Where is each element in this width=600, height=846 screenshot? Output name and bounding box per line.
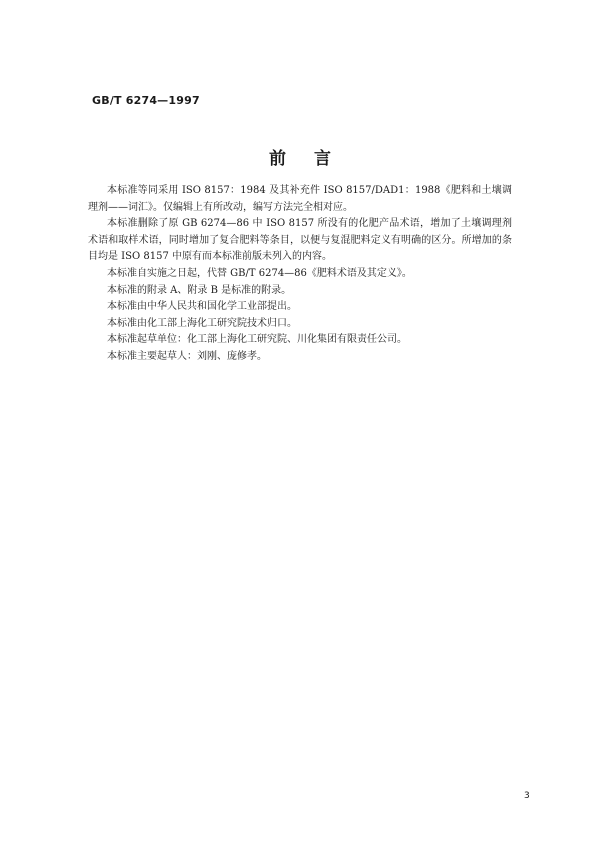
paragraph-adoption: 本标准等同采用 ISO 8157：1984 及其补充件 ISO 8157/DAD1：1988《肥料和土壤调理剂——词汇》。仅编辑上有所改动，编写方法完全相对应。 [88, 185, 512, 213]
paragraph-proposer: 本标准由中华人民共和国化学工业部提出。 [107, 301, 297, 313]
paragraph-replacement: 本标准自实施之日起，代替 GB/T 6274—86《肥料术语及其定义》。 [107, 267, 412, 279]
paragraph-changes: 本标准删除了原 GB 6274—86 中 ISO 8157 所没有的化肥产品术语，增加了土壤调理剂术语和取样术语，同时增加了复合肥料等条目，以便与复混肥料定义有明确的区分。所增加的条目均是 ISO 8157 中原有而本标准前版未列入的内容。 [88, 218, 512, 263]
standard-code: GB/T 6274—1997 [92, 94, 200, 107]
paragraph-drafting-units: 本标准起草单位：化工部上海化工研究院、川化集团有限责任公司。 [107, 334, 407, 346]
page-title: 前言 [269, 149, 359, 169]
paragraph-drafters: 本标准主要起草人：刘刚、庞修孝。 [107, 350, 267, 362]
page-number: 3 [524, 791, 530, 801]
foreword-body [88, 183, 512, 366]
paragraph-annexes: 本标准的附录 A、附录 B 是标准的附录。 [107, 284, 292, 296]
paragraph-technical-committee: 本标准由化工部上海化工研究院技术归口。 [107, 317, 297, 329]
